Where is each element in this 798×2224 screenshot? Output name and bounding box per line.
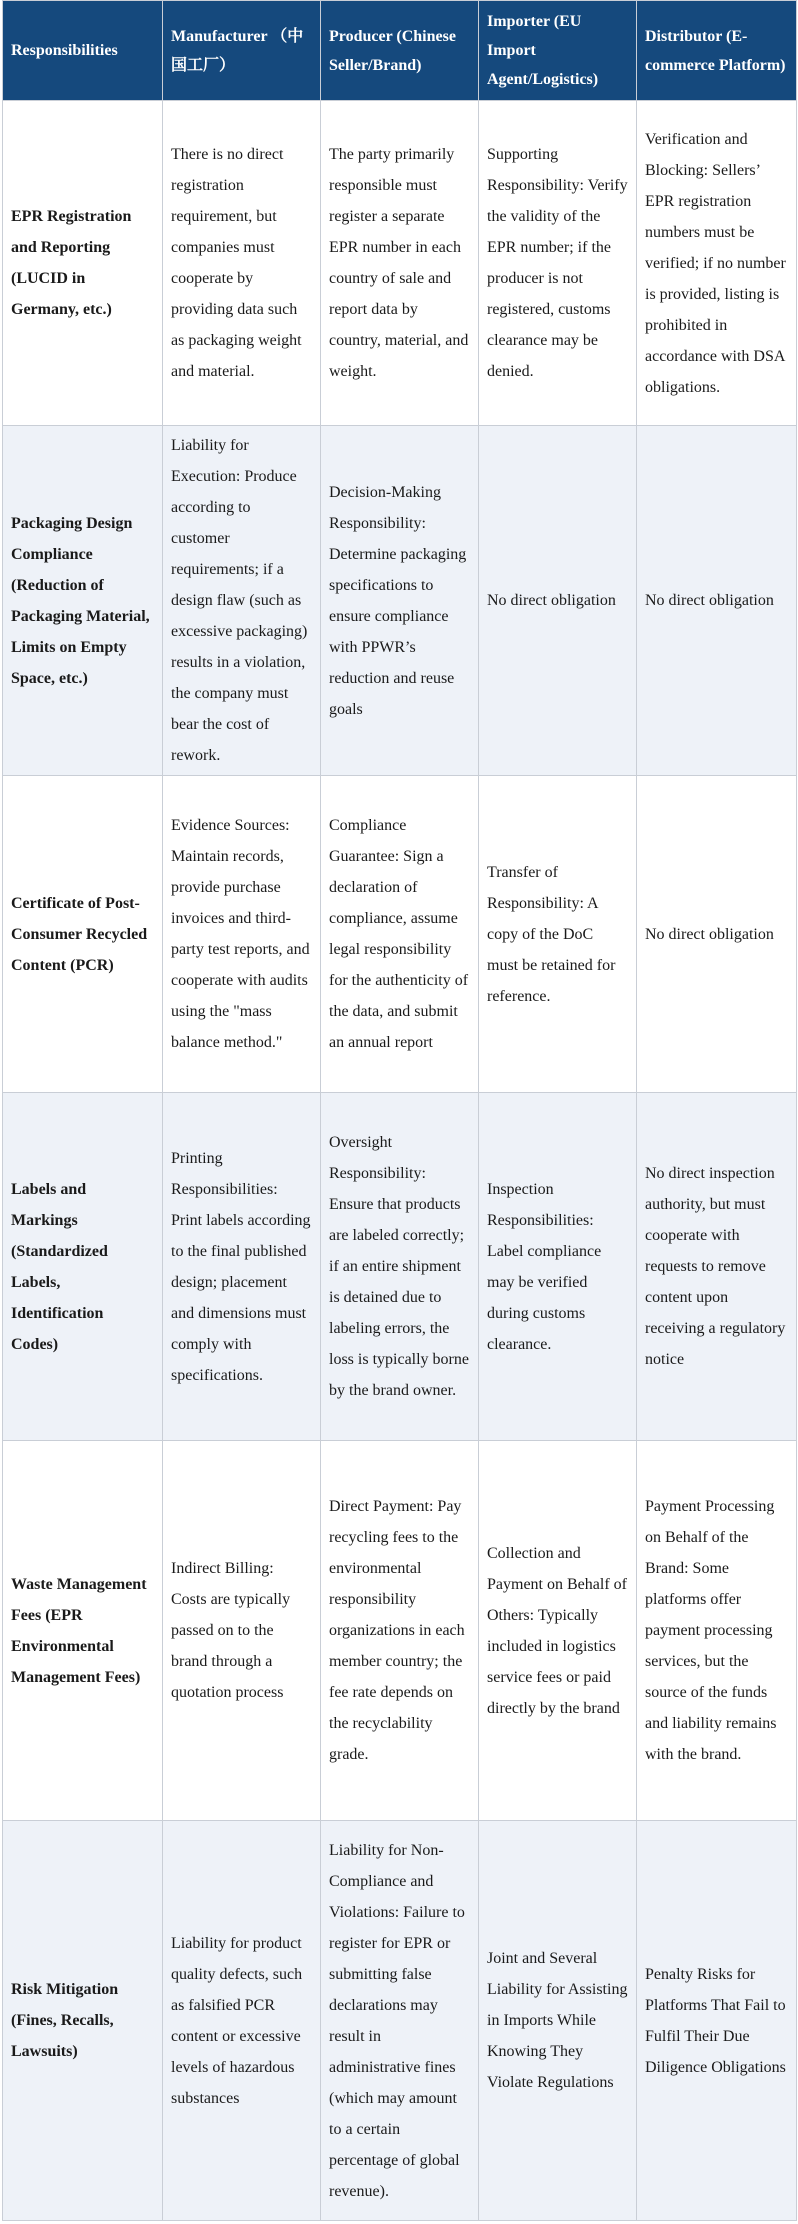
importer-cell: Supporting Responsibility: Verify the validity of the EPR number; if the producer is not registered, customs clearance may be denied. xyxy=(479,101,637,426)
row-label: EPR Registration and Reporting (LUCID in Germany, etc.) xyxy=(3,101,163,426)
producer-cell: Compliance Guarantee: Sign a declaration of compliance, assume legal responsibility for the authenticity of the data, and submit an annual report xyxy=(321,776,479,1093)
row-label: Waste Management Fees (EPR Environmental Management Fees) xyxy=(3,1441,163,1821)
header-row xyxy=(3,1,797,101)
header-importer: Importer (EU Import Agent/Logistics) xyxy=(479,1,637,101)
distributor-cell: Verification and Blocking: Sellers’ EPR registration numbers must be verified; if no number is provided, listing is prohibited in accordance with DSA obligations. xyxy=(637,101,797,426)
row-label: Packaging Design Compliance (Reduction of Packaging Material, Limits on Empty Space, etc.) xyxy=(3,426,163,776)
producer-cell: Liability for Non-Compliance and Violations: Failure to register for EPR or submitting false declarations may result in administrative fines (which may amount to a certain percentage of global revenue). xyxy=(321,1821,479,2221)
header-responsibilities: Responsibilities xyxy=(3,1,163,101)
row-label: Labels and Markings (Standardized Labels, Identification Codes) xyxy=(3,1093,163,1441)
manufacturer-cell: Liability for Execution: Produce according to customer requirements; if a design flaw (such as excessive packaging) results in a violation, the company must bear the cost of rework. xyxy=(163,426,321,776)
header-producer: Producer (Chinese Seller/Brand) xyxy=(321,1,479,101)
importer-cell: Inspection Responsibilities: Label compliance may be verified during customs clearance. xyxy=(479,1093,637,1441)
responsibility-matrix-table xyxy=(2,0,797,2221)
distributor-cell: Penalty Risks for Platforms That Fail to Fulfil Their Due Diligence Obligations xyxy=(637,1821,797,2221)
manufacturer-cell: Evidence Sources: Maintain records, provide purchase invoices and third-party test reports, and cooperate with audits using the "mass balance method." xyxy=(163,776,321,1093)
distributor-cell: No direct obligation xyxy=(637,776,797,1093)
table-row xyxy=(3,101,797,426)
row-label: Certificate of Post-Consumer Recycled Content (PCR) xyxy=(3,776,163,1093)
importer-cell: Transfer of Responsibility: A copy of the DoC must be retained for reference. xyxy=(479,776,637,1093)
distributor-cell: Payment Processing on Behalf of the Brand: Some platforms offer payment processing services, but the source of the funds and liability remains with the brand. xyxy=(637,1441,797,1821)
producer-cell: Direct Payment: Pay recycling fees to the environmental responsibility organizations in each member country; the fee rate depends on the recyclability grade. xyxy=(321,1441,479,1821)
distributor-cell: No direct obligation xyxy=(637,426,797,776)
table-body xyxy=(3,101,797,2221)
table-row xyxy=(3,1441,797,1821)
producer-cell: Decision-Making Responsibility: Determine packaging specifications to ensure compliance with PPWR’s reduction and reuse goals xyxy=(321,426,479,776)
importer-cell: No direct obligation xyxy=(479,426,637,776)
table-row xyxy=(3,1821,797,2221)
producer-cell: Oversight Responsibility: Ensure that products are labeled correctly; if an entire shipment is detained due to labeling errors, the loss is typically borne by the brand owner. xyxy=(321,1093,479,1441)
manufacturer-cell: Printing Responsibilities: Print labels according to the final published design; placement and dimensions must comply with specifications. xyxy=(163,1093,321,1441)
manufacturer-cell: Indirect Billing: Costs are typically passed on to the brand through a quotation process xyxy=(163,1441,321,1821)
importer-cell: Joint and Several Liability for Assisting in Imports While Knowing They Violate Regulations xyxy=(479,1821,637,2221)
header-distributor: Distributor (E-commerce Platform) xyxy=(637,1,797,101)
table-row xyxy=(3,776,797,1093)
table-row xyxy=(3,426,797,776)
manufacturer-cell: There is no direct registration requirement, but companies must cooperate by providing data such as packaging weight and material. xyxy=(163,101,321,426)
table-header xyxy=(3,1,797,101)
importer-cell: Collection and Payment on Behalf of Others: Typically included in logistics service fees or paid directly by the brand xyxy=(479,1441,637,1821)
header-manufacturer: Manufacturer （中国工厂） xyxy=(163,1,321,101)
manufacturer-cell: Liability for product quality defects, such as falsified PCR content or excessive levels of hazardous substances xyxy=(163,1821,321,2221)
producer-cell: The party primarily responsible must register a separate EPR number in each country of sale and report data by country, material, and weight. xyxy=(321,101,479,426)
row-label: Risk Mitigation (Fines, Recalls, Lawsuits) xyxy=(3,1821,163,2221)
distributor-cell: No direct inspection authority, but must cooperate with requests to remove content upon receiving a regulatory notice xyxy=(637,1093,797,1441)
table-row xyxy=(3,1093,797,1441)
